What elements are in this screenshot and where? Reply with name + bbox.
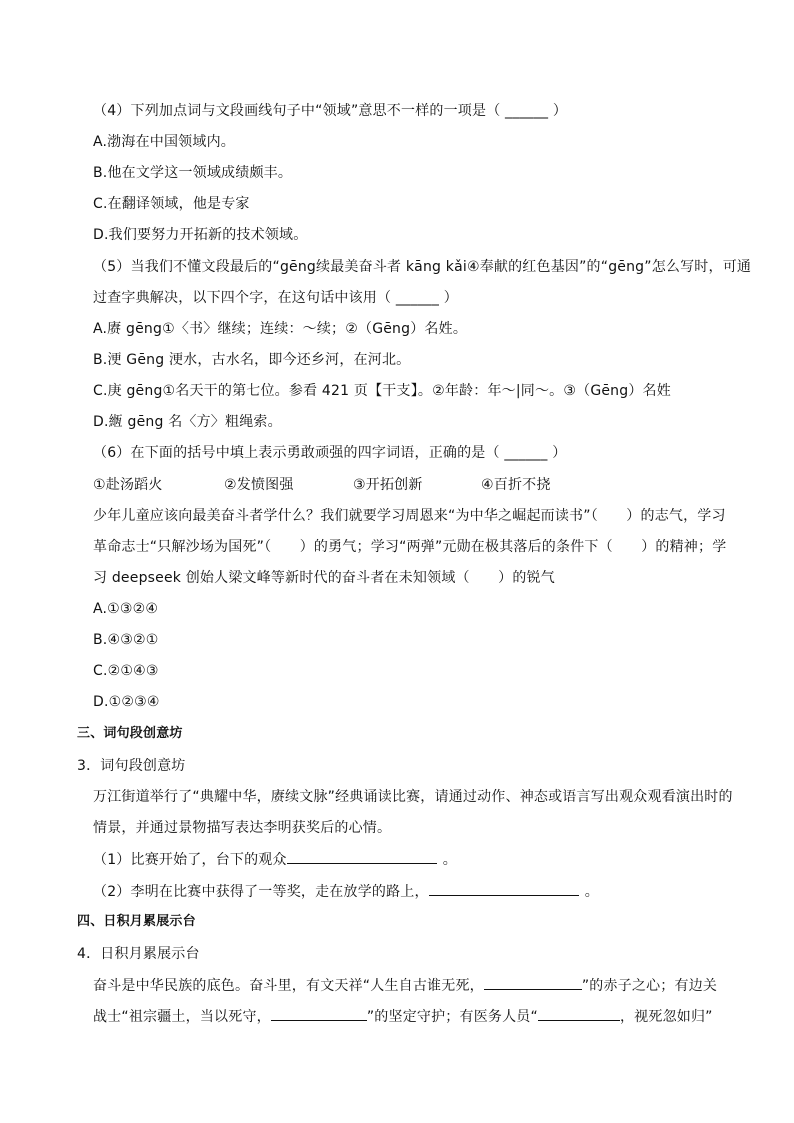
- q6-word-3: ③开拓创新: [353, 477, 423, 493]
- q6-option-c: C.②①④③: [93, 663, 159, 679]
- q6-passage-line2: 革命志士“只解沙场为国死”（ ）的勇气；学习“两弹”元勋在极其落后的条件下（ ）的精神；学: [93, 539, 727, 555]
- answer-blank-s4-1[interactable]: [484, 975, 582, 990]
- q6-word-1: ①赴汤蹈火: [93, 477, 163, 493]
- section3-intro-line1: 万江街道举行了“典耀中华，赓续文脉”经典诵读比赛，请通过动作、神态或语言写出观众观看演出时的: [93, 789, 733, 805]
- section3-sub1-text: （1）比赛开始了，台下的观众: [93, 852, 287, 868]
- q6-option-b: B.④③②①: [93, 632, 159, 648]
- section3-heading: 三、词句段创意坊: [77, 726, 183, 741]
- section3-sub2-end: 。: [584, 884, 599, 900]
- section4-line2: [93, 1006, 713, 1027]
- q5-stem-line1: （5）当我们不懂文段最后的“gēng续最美奋斗者 kāng kǎi④奉献的红色基因”的“gēng”怎么写时，可通: [93, 259, 752, 275]
- q4-option-a: A.渤海在中国领域内。: [93, 134, 235, 150]
- q6-option-d: D.①②③④: [93, 694, 160, 710]
- q5-option-a: A.赓 gēng①〈书〉继续；连续：～续；②（Gēng）名姓。: [93, 321, 468, 337]
- q5-option-c: C.庚 gēng①名天干的第七位。参看 421 页【干支】。②年龄：年～|同～。③（Gēng）名姓: [93, 383, 671, 399]
- q6-word-4: ④百折不挠: [481, 477, 551, 493]
- q4-option-c: C.在翻译领域，他是专家: [93, 196, 250, 212]
- q6-stem: （6）在下面的括号中填上表示勇敢顽强的四字词语，正确的是（ ______ ）: [93, 445, 567, 461]
- section4-line1-b: ”的赤子之心；有边关: [581, 978, 718, 994]
- section3-question-title: 3．词句段创意坊: [77, 758, 186, 774]
- q6-option-a: A.①③②④: [93, 601, 159, 617]
- section4-line2-c: ，视死忽如归”: [619, 1009, 713, 1025]
- answer-blank-sub1[interactable]: [287, 849, 437, 864]
- section4-line2-a: 战士“祖宗疆土，当以死守，: [93, 1009, 271, 1025]
- q4-option-b: B.他在文学这一领域成绩颇丰。: [93, 165, 293, 181]
- q5-option-d: D.緪 gēng 名〈方〉粗绳索。: [93, 414, 282, 430]
- q5-stem-line2: 过查字典解决，以下四个字，在这句话中该用（ ______ ）: [93, 290, 458, 306]
- section3-sub1-end: 。: [442, 852, 457, 868]
- q5-option-b: B.浭 Gēng 浭水，古水名，即今还乡河，在河北。: [93, 352, 411, 368]
- q6-passage-line1: 少年儿童应该向最美奋斗者学什么？我们就要学习周恩来“为中华之崛起而读书”（ ）的志气，学习: [93, 508, 726, 524]
- q4-option-d: D.我们要努力开拓新的技术领域。: [93, 227, 308, 243]
- section3-sub1: [93, 849, 457, 870]
- section3-sub2-text: （2）李明在比赛中获得了一等奖，走在放学的路上，: [93, 884, 429, 900]
- section4-line1: [93, 975, 717, 996]
- section4-question-title: 4．日积月累展示台: [77, 946, 200, 962]
- section3-intro-line2: 情景，并通过景物描写表达李明获奖后的心情。: [93, 820, 392, 836]
- section3-sub2: [93, 881, 599, 902]
- q4-stem: （4）下列加点词与文段画线句子中“领域”意思不一样的一项是（ ______ ）: [93, 103, 568, 119]
- answer-blank-sub2[interactable]: [429, 881, 579, 896]
- section4-line1-a: 奋斗是中华民族的底色。奋斗里，有文天祥“人生自古谁无死，: [93, 978, 484, 994]
- answer-blank-s4-2[interactable]: [271, 1006, 367, 1021]
- q6-passage-line3: 习 deepseek 创始人梁文峰等新时代的奋斗者在未知领域（ ）的锐气: [93, 570, 555, 586]
- answer-blank-s4-3[interactable]: [538, 1006, 620, 1021]
- section4-heading: 四、日积月累展示台: [77, 914, 196, 929]
- q6-word-2: ②发愤图强: [224, 477, 294, 493]
- section4-line2-b: ”的坚定守护；有医务人员“: [366, 1009, 538, 1025]
